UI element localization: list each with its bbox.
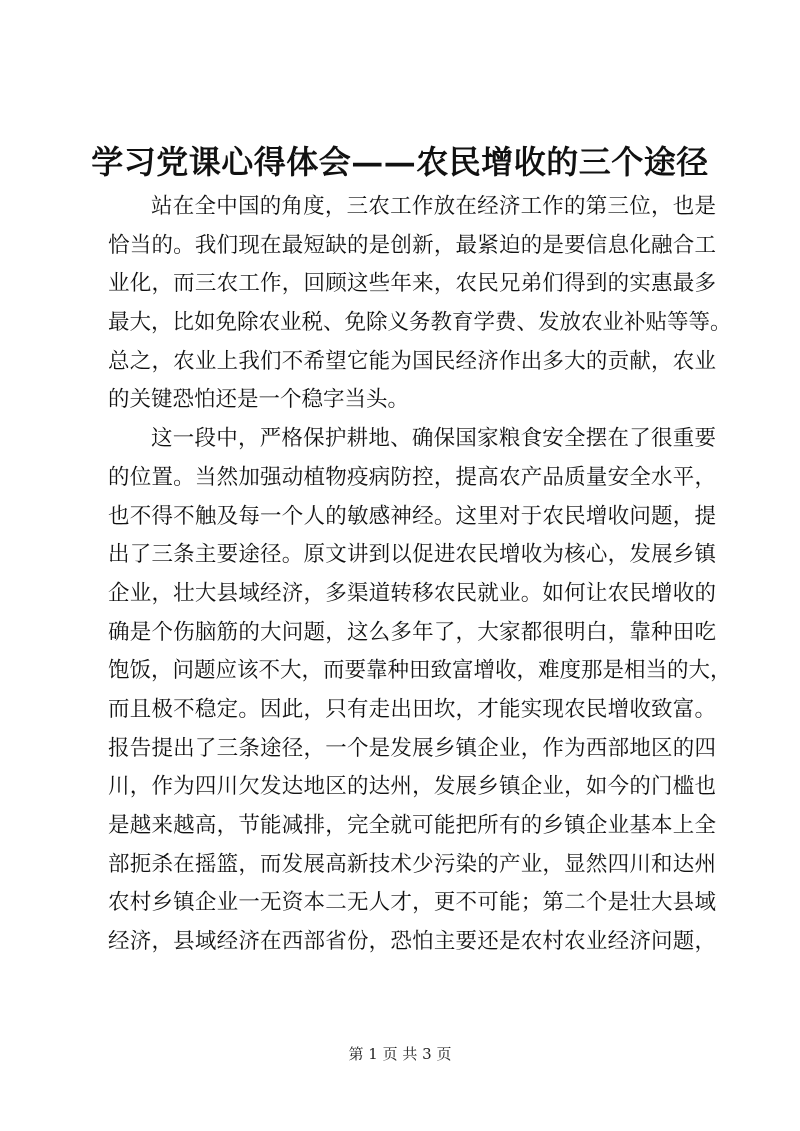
text-line: 总之，农业上我们不希望它能为国民经济作出多大的贡献，农业	[108, 348, 716, 374]
text-line: 饱饭，问题应该不大，而要靠种田致富增收，难度那是相当的大，	[108, 658, 732, 684]
text-line: 是越来越高，节能减排，完全就可能把所有的乡镇企业基本上全	[108, 813, 716, 838]
text-line: 业化，而三农工作，回顾这些年来，农民兄弟们得到的实惠最多	[108, 271, 716, 297]
text-line: 恰当的。我们现在最短缺的是创新，最紧迫的是要信息化融合工	[108, 232, 716, 258]
text-line: 最大，比如免除农业税、免除义务教育学费、发放农业补贴等等。	[108, 310, 732, 336]
text-line: 出了三条主要途径。原文讲到以促进农民增收为核心，发展乡镇	[108, 542, 716, 568]
text-line: 而且极不稳定。因此，只有走出田坎，才能实现农民增收致富。	[108, 696, 716, 722]
text-line: 站在全中国的角度，三农工作放在经济工作的第三位，也是	[151, 194, 716, 219]
paragraph-1	[108, 188, 732, 420]
document-title: 学习党课心得体会——农民增收的三个途径	[91, 143, 709, 181]
page-number-footer: 第 1 页 共 3 页	[348, 1045, 452, 1063]
text-line: 企业，壮大县域经济，多渠道转移农民就业。如何让农民增收的	[108, 580, 716, 606]
text-line: 报告提出了三条途径，一个是发展乡镇企业，作为西部地区的四	[108, 735, 716, 761]
text-line: 的关键恐怕还是一个稳字当头。	[108, 387, 410, 413]
text-line: 这一段中，严格保护耕地、确保国家粮食安全摆在了很重要	[151, 426, 716, 452]
text-line: 确是个伤脑筋的大问题，这么多年了，大家都很明白，靠种田吃	[108, 619, 716, 645]
text-line: 川，作为四川欠发达地区的达州，发展乡镇企业，如今的门槛也	[108, 774, 716, 800]
text-line: 也不得不触及每一个人的敏感神经。这里对于农民增收问题，提	[108, 503, 716, 529]
text-line: 部扼杀在摇篮，而发展高新技术少污染的产业，显然四川和达州	[108, 851, 716, 877]
text-line: 经济，县域经济在西部省份，恐怕主要还是农村农业经济问题，	[108, 929, 716, 955]
text-line: 农村乡镇企业一无资本二无人才，更不可能；第二个是壮大县域	[108, 890, 716, 916]
document-body	[108, 188, 732, 962]
paragraph-2	[108, 420, 732, 962]
text-line: 的位置。当然加强动植物疫病防控，提高农产品质量安全水平，	[108, 464, 716, 490]
